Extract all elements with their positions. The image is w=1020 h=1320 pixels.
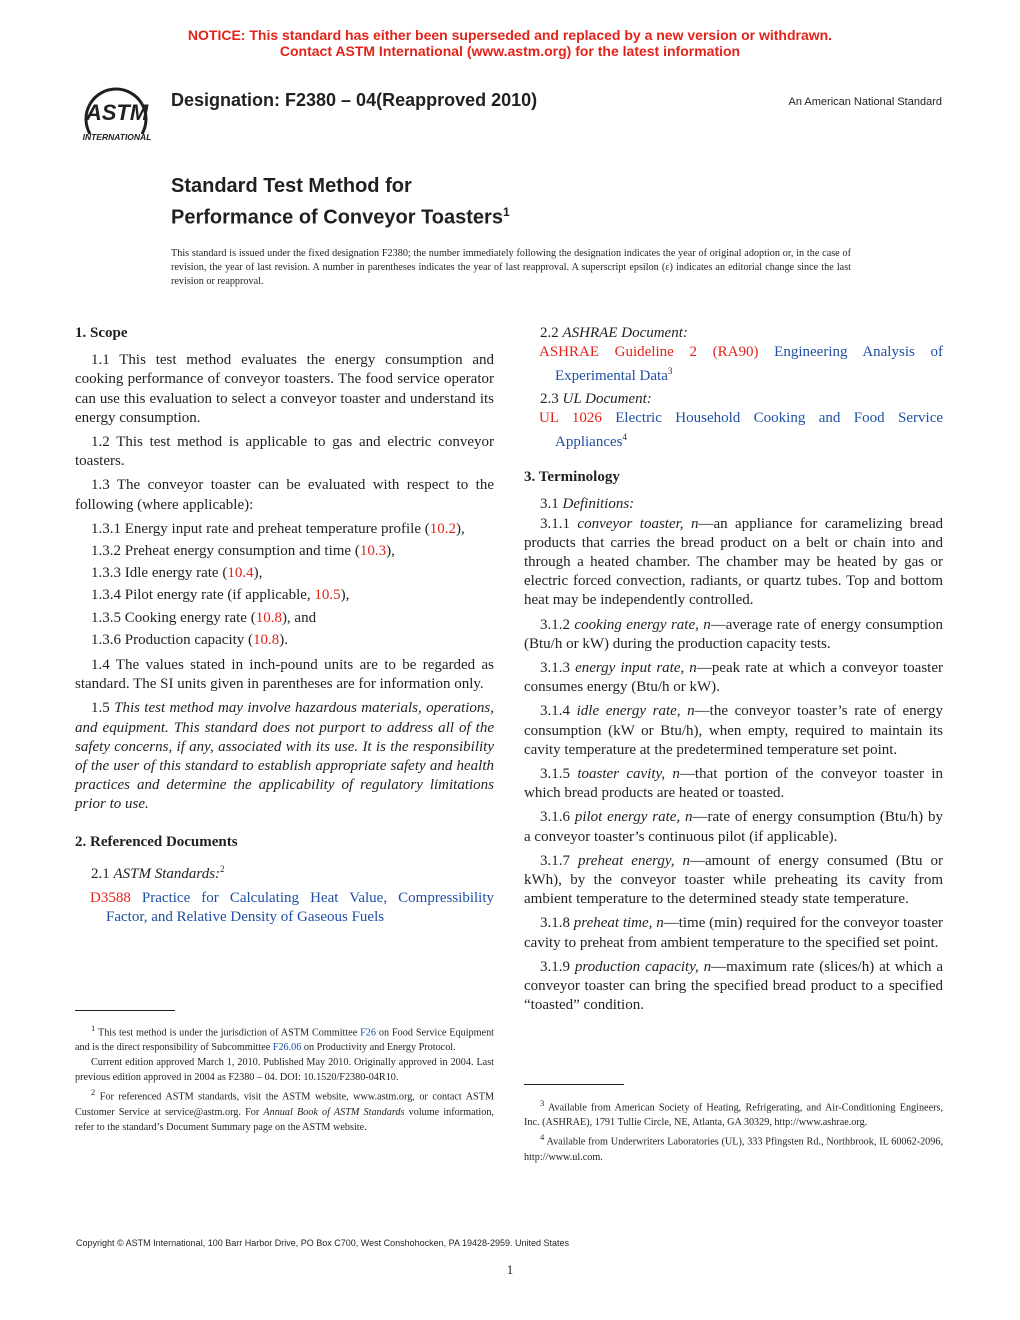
notice-line-1: NOTICE: This standard has either been superseded and replaced by a new version or withdrawn.	[187, 27, 833, 43]
footnote-2: $^2$ For referenced ASTM standards, visit the ASTM website, www.astm.org, or contact ASTM Customer Service at service@astm.org. For Annual Book of ASTM Standards volume information, refer to the standard’s Document Summary page on the ASTM website.	[75, 1087, 495, 1133]
para-2-2: 2.2 ASHRAE Document:	[540, 325, 688, 341]
definition-item: 3.1.6 pilot energy rate, n—rate of energy consumption (Btu/h) by a conveyor toaster’s continuous pilot (if applicable).	[524, 809, 944, 845]
scope-item: 1.3.2 Preheat energy consumption and time (10.3),	[91, 543, 395, 560]
definition-item: 3.1.8 preheat time, n—time (min) required for the conveyor toaster cavity to preheat from ambient temperature to the specified set point.	[524, 915, 944, 951]
definition-item: 3.1.3 energy input rate, n—peak rate at which a conveyor toaster consumes energy (Btu/h or kW).	[524, 660, 943, 696]
footnotes-right	[524, 1096, 943, 1165]
page-number: 1	[506, 1262, 514, 1277]
ref-ul[interactable]: UL 1026 Electric Household Cooking and Food Service Appliances$^4$	[539, 409, 944, 451]
definition-term: idle energy rate, n	[576, 703, 695, 720]
scope-item: 1.3.3 Idle energy rate (10.4),	[91, 565, 263, 582]
footnote-rule-right	[524, 1084, 624, 1085]
footnote-rule-left	[75, 1010, 175, 1011]
section-ref-link[interactable]: 10.8	[253, 631, 280, 648]
definition-item: 3.1.7 preheat energy, n—amount of energy consumed (Btu or kWh), by the conveyor toaster while preheating its cavity from ambient temperature to the determined steady state temperature.	[524, 852, 943, 908]
title-line-2: Performance of Conveyor Toasters$^1$	[171, 205, 510, 229]
notice-line-2: Contact ASTM International (www.astm.org) for the latest information	[279, 43, 741, 59]
section-ref-link[interactable]: 10.3	[359, 543, 387, 560]
logo-text: ASTM	[85, 100, 149, 125]
footnote-1-edition: Current edition approved March 1, 2010. Published May 2010. Originally approved in 2004. Last previous edition approved in 2004 as F2380 – 04. DOI: 10.1520/F2380-04R10.	[75, 1057, 494, 1084]
footnote-4: $^4$ Available from Underwriters Laboratories (UL), 333 Pfingsten Rd., Northbrook, IL 60062-2096, http://www.ul.com.	[524, 1132, 944, 1163]
ref-d3588-title[interactable]: Practice for Calculating Heat Value, Compressibility Factor, and Relative Density of Gaseous Fuels	[106, 890, 494, 926]
para-1-4: 1.4 The values stated in inch-pound units are to be regarded as standard. The SI units given in parentheses are for information only.	[75, 657, 494, 693]
definition-term: preheat time, n	[573, 915, 664, 932]
footnotes-left	[75, 1021, 494, 1135]
ref-d3588[interactable]	[75, 889, 494, 927]
section-3-heading: 3. Terminology	[524, 469, 620, 486]
footnote-3: $^3$ Available from American Society of Heating, Refrigerating, and Air-Conditioning Engineers, Inc. (ASHRAE), 1791 Tullie Circle, NE, Atlanta, GA 30329, http://www.ashrae.org.	[524, 1098, 944, 1129]
right-column	[524, 324, 943, 1021]
document-title	[171, 173, 510, 231]
issued-note: This standard is issued under the fixed designation F2380; the number immediately following the designation indicates the year of original adoption or, in the case of revision, the year of last revision. A number in parentheses indicates the year of last reapproval. A superscript epsilon (ε) indicates an editorial change since the last revision or reapproval.	[171, 248, 851, 287]
para-1-5: 1.5 This test method may involve hazardous materials, operations, and equipment. This standard does not purport to address all of the safety concerns, if any, associated with its use. It is the responsibility of the user of this standard to establish appropriate safety and health practices and determine the applicability of regulatory limitations prior to use.	[75, 700, 494, 813]
logo-subtext: INTERNATIONAL	[82, 132, 152, 142]
section-1-heading: 1. Scope	[75, 325, 128, 341]
scope-item: 1.3.4 Pilot energy rate (if applicable, 10.5),	[91, 587, 350, 604]
link-f26[interactable]: F26	[360, 1027, 376, 1039]
definition-term: pilot energy rate, n	[574, 809, 693, 826]
definition-item: 3.1.4 idle energy rate, n—the conveyor toaster’s rate of energy consumption (kW or Btu/h), when empty, required to maintain its cavity temperature at the predetermined temperature set point.	[524, 703, 943, 758]
scope-item: 1.3.6 Production capacity (10.8).	[91, 631, 289, 648]
ref-ashrae[interactable]: ASHRAE Guideline 2 (RA90) Engineering Analysis of Experimental Data$^3$	[539, 344, 943, 385]
astm-logo	[72, 76, 162, 146]
definition-item: 3.1.1 conveyor toaster, n—an appliance for caramelizing bread products that carries the bread product on a belt or chain into and through a heated chamber. The chamber may be heated by gas or electric forced convection, radiants, or quartz tubes. Top and bottom heat may be independently controlled.	[524, 515, 943, 609]
definition-item: 3.1.5 toaster cavity, n—that portion of the conveyor toaster in which bread products are heated or toasted.	[524, 766, 943, 802]
definitions-list	[524, 515, 943, 1016]
para-1-2: 1.2 This test method is applicable to gas and electric conveyor toasters.	[75, 434, 494, 470]
para-2-1: 2.1 ASTM Standards:$^2$	[91, 863, 225, 882]
para-1-1: 1.1 This test method evaluates the energy consumption and cooking performance of conveyor toasters. The food service operator can use this evaluation to select a conveyor toaster and understand its energy consumption.	[75, 352, 494, 426]
ref-ashrae-code[interactable]: ASHRAE Guideline 2 (RA90)	[539, 344, 759, 361]
section-ref-link[interactable]: 10.8	[255, 609, 282, 626]
section-ref-link[interactable]: 10.2	[429, 520, 457, 537]
definition-term: conveyor toaster, n	[577, 515, 699, 532]
definition-term: cooking energy rate, n	[574, 616, 711, 633]
ref-d3588-code[interactable]: D3588	[90, 890, 131, 907]
left-column	[75, 324, 494, 930]
scope-item: 1.3.1 Energy input rate and preheat temperature profile (10.2),	[91, 520, 465, 537]
definition-term: energy input rate, n	[575, 660, 697, 677]
copyright: Copyright © ASTM International, 100 Barr Harbor Drive, PO Box C700, West Conshohocken, PA 19428-2959. United States	[76, 1238, 570, 1248]
designation: Designation: F2380 – 04(Reapproved 2010)	[171, 90, 538, 110]
ref-ul-code[interactable]: UL 1026	[539, 409, 602, 426]
scope-items	[75, 520, 494, 650]
section-ref-link[interactable]: 10.4	[227, 565, 254, 582]
standard-type: An American National Standard	[788, 96, 942, 108]
para-3-1: 3.1 Definitions:	[540, 496, 635, 513]
ref-ul-title[interactable]: Electric Household Cooking and Food Service Appliances	[555, 409, 944, 451]
para-1-3: 1.3 The conveyor toaster can be evaluated with respect to the following (where applicable):	[75, 477, 494, 513]
footnote-1: $^1$ This test method is under the jurisdiction of ASTM Committee F26 on Food Service Equipment and is the direct responsibility of Subcommittee F26.06 on Productivity and Energy Protocol.	[75, 1023, 494, 1054]
ref-ashrae-title[interactable]: Engineering Analysis of Experimental Data	[555, 344, 943, 385]
section-2-heading: 2. Referenced Documents	[75, 833, 238, 850]
definition-term: production capacity, n	[574, 958, 712, 975]
definition-item: 3.1.2 cooking energy rate, n—average rate of energy consumption (Btu/h or kW) during the production capacity tests.	[524, 616, 944, 652]
scope-item: 1.3.5 Cooking energy rate (10.8), and	[91, 609, 317, 626]
title-line-1: Standard Test Method for	[171, 175, 412, 197]
link-f26-06[interactable]: F26.06	[272, 1042, 302, 1054]
definition-term: preheat energy, n	[578, 852, 690, 869]
section-ref-link[interactable]: 10.5	[314, 587, 341, 604]
definition-item: 3.1.9 production capacity, n—maximum rate (slices/h) at which a conveyor toaster can bring the specified bread product to a specified “toasted” condition.	[524, 958, 943, 1014]
definition-term: toaster cavity, n	[577, 766, 680, 783]
para-2-3: 2.3 UL Document:	[540, 390, 652, 407]
title-footnote-ref: 1	[502, 205, 510, 219]
